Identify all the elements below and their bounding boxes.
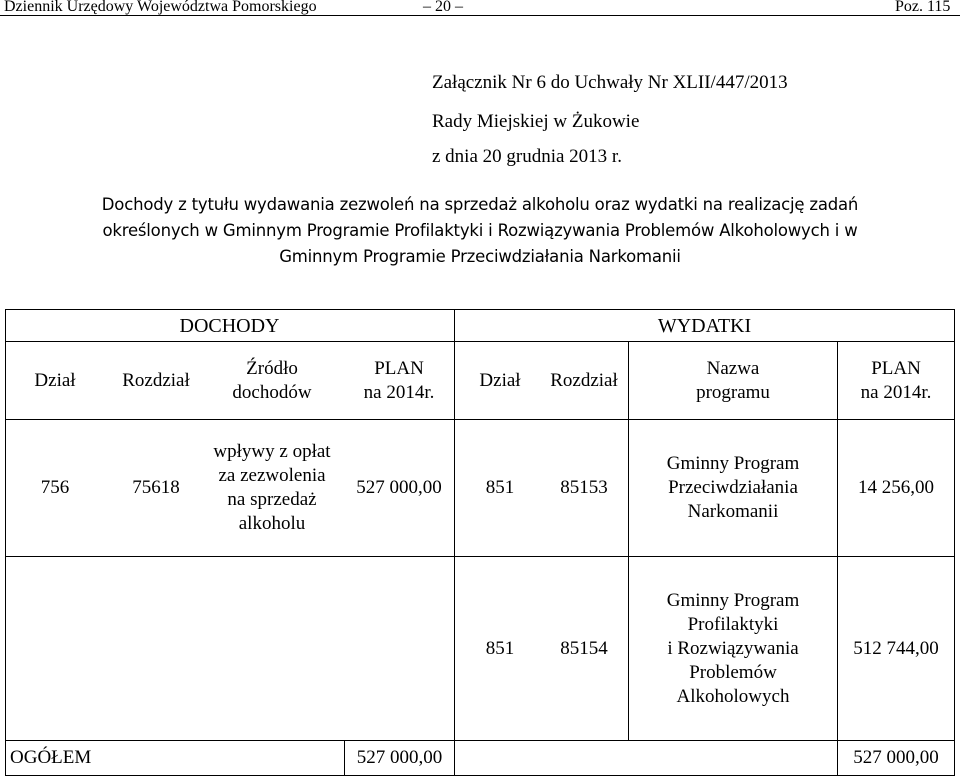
col-header-zrodlo <box>210 342 334 419</box>
row-1-nazwa-line-3: Narkomanii <box>687 501 779 522</box>
col-header-plan-2: na 2014r. <box>363 381 435 403</box>
row-2-nazwa-line-4: Problemów <box>689 661 777 683</box>
row-1-nazwa-line-1: Gminny Program <box>666 453 800 474</box>
row-1-zrodlo-line-1: wpływy z opłat <box>213 441 331 462</box>
table-right-border <box>954 309 955 776</box>
col-header-zrodlo-2: dochodów <box>232 381 312 403</box>
total-label: OGÓŁEM <box>10 747 92 768</box>
row-2-plan-2: 512 744,00 <box>853 637 939 659</box>
title-line-2: określonych w Gminnym Programie Profilaktyki i Rozwiązywania Problemów Alkoholowych i w <box>102 221 858 240</box>
row-2-nazwa-line-3: i Rozwiązywania <box>667 637 799 659</box>
total-income: 527 000,00 <box>356 747 443 768</box>
col-header-plan <box>344 342 454 419</box>
row-1-nazwa <box>629 420 837 556</box>
income-header: DOCHODY <box>179 314 280 337</box>
col-header-zrodlo-1: Źródło <box>246 357 298 379</box>
row-2-nazwa-line-2: Profilaktyki <box>687 613 779 635</box>
section-divider <box>454 309 455 740</box>
page-number: – 20 – <box>423 0 463 15</box>
annex-line-3: z dnia 20 grudnia 2013 r. <box>432 146 622 167</box>
col-header-nazwa <box>629 342 837 419</box>
col-header-dzial-2: Dział <box>479 369 521 391</box>
row-1-plan-2: 14 256,00 <box>858 477 934 498</box>
row-1-rozdzial-2: 85153 <box>560 477 608 498</box>
row-1-rozdzial: 75618 <box>132 477 180 498</box>
col-header-plan2-2: na 2014r. <box>860 381 932 403</box>
row-2-dzial-2: 851 <box>485 637 515 659</box>
row-2-nazwa-line-5: Alkoholowych <box>676 685 790 707</box>
position-number: Poz. 115 <box>895 0 951 15</box>
col-header-plan-2 <box>838 342 954 419</box>
total-divider-1 <box>454 740 455 776</box>
row-1-zrodlo-line-4: alkoholu <box>238 513 306 534</box>
col-header-rozdzial-2: Rozdział <box>550 369 618 391</box>
table-bottom-border <box>5 775 955 776</box>
row-1-plan: 527 000,00 <box>356 477 442 498</box>
row-2-border <box>5 740 955 741</box>
total-expense: 527 000,00 <box>853 747 939 768</box>
journal-name: Dziennik Urzędowy Województwa Pomorskiego <box>4 0 317 15</box>
annex-line-1: Załącznik Nr 6 do Uchwały Nr XLII/447/2013 <box>432 72 788 93</box>
row-2-nazwa-line-1: Gminny Program <box>666 589 800 611</box>
annex-line-2: Rady Miejskiej w Żukowie <box>432 111 640 132</box>
row-2-nazwa <box>629 557 837 740</box>
col-header-plan2-1: PLAN <box>871 357 921 379</box>
col-header-dzial: Dział <box>34 369 76 391</box>
title-line-3: Gminnym Programie Przeciwdziałania Narkomanii <box>279 247 681 266</box>
row-1-zrodlo <box>206 420 338 556</box>
document-title <box>0 192 960 270</box>
table-left-border <box>5 309 6 776</box>
row-1-zrodlo-line-3: na sprzedaż <box>227 489 317 510</box>
page-header <box>0 0 960 18</box>
row-2-rozdzial-2: 85154 <box>560 637 608 659</box>
col-header-nazwa-2: programu <box>696 381 770 403</box>
col-header-nazwa-1: Nazwa <box>706 357 760 379</box>
col-header-plan-1: PLAN <box>374 357 424 379</box>
col-header-rozdzial: Rozdział <box>122 369 190 391</box>
header-rule <box>0 15 960 16</box>
title-line-1: Dochody z tytułu wydawania zezwoleń na sprzedaż alkoholu oraz wydatki na realizację zadań <box>101 195 859 214</box>
row-1-dzial: 756 <box>40 477 70 498</box>
row-1-zrodlo-line-2: za zezwolenia <box>218 465 326 486</box>
row-1-dzial-2: 851 <box>485 477 515 498</box>
expense-header: WYDATKI <box>657 314 752 337</box>
row-1-nazwa-line-2: Przeciwdziałania <box>668 477 798 498</box>
